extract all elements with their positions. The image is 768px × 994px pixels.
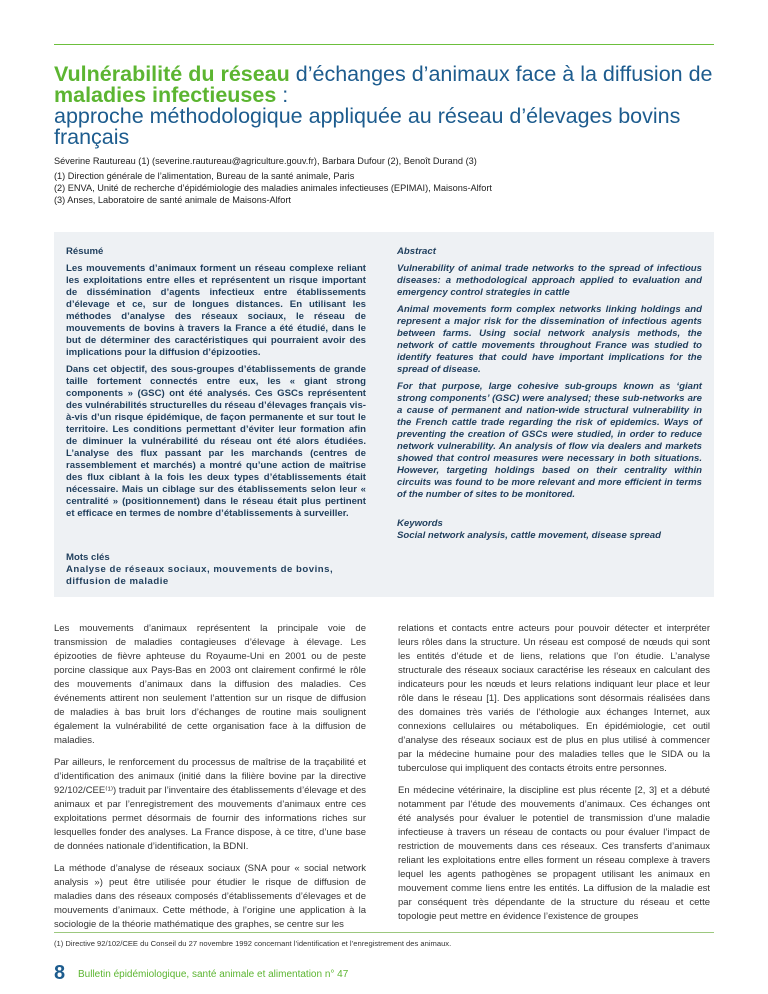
page-footer xyxy=(54,962,714,987)
journal-name: Bulletin épidémiologique, santé animale et alimentation n° 47 xyxy=(78,969,349,980)
footnote-rule xyxy=(54,932,714,933)
keywords-fr xyxy=(66,552,466,588)
abstract-heading: Abstract xyxy=(397,246,436,257)
keywords-en xyxy=(397,518,702,542)
abstract-box xyxy=(54,232,714,597)
page-number: 8 xyxy=(54,962,66,984)
title-part-4: : xyxy=(276,83,289,108)
body-paragraph: Par ailleurs, le renforcement du processus de maîtrise de la traçabilité et d’identification des animaux (initié dans la filière bovine par la directive 92/102/CEE⁽¹⁾) traduit par l’inventaire des établissements d’élevage et des animaux et par l’enregistrement des mouvements d’animaux entre ces exploitations permet désormais de fournir des informations riches sur lesquelles fonder des analyses. La France dispose, à ce titre, d’une base de données nationale d’identification, la BDNI. xyxy=(54,757,366,852)
article-title xyxy=(54,64,714,148)
top-rule xyxy=(54,44,714,45)
body-paragraph: Les mouvements d’animaux représentent la principale voie de transmission de maladies contagieuses d’élevage à élevage. Les épizooties de fièvre aphteuse du Royaume-Uni en 2001 ou de peste porcine classique aux Pays-Bas en 2003 ont clairement confirmé le rôle des mouvements d’animaux dans la diffusion des maladies. Ces événements attirent non seulement l’attention sur un risque de diffusion de maladies à bas bruit lors d’échanges de routine mais soulignent également la vulnérabilité de cette organisation face à la diffusion de maladies. xyxy=(54,623,366,746)
abstract-paragraph: Animal movements form complex networks linking holdings and represent a major risk for the dissemination of infectious agents between farms. Using social network analysis methods, the network of cattle movements throughout France was studied to identify features that could have important implications for the spread of disease. xyxy=(397,304,702,375)
authors-line: Séverine Rautureau (1) (severine.rautureau@agriculture.gouv.fr), Barbara Dufour (2), Benoît Durand (3) xyxy=(54,156,477,166)
affiliation: (1) Direction générale de l’alimentation, Bureau de la santé animale, Paris xyxy=(54,171,355,181)
affiliation: (3) Anses, Laboratoire de santé animale de Maisons-Alfort xyxy=(54,195,291,205)
resume-paragraph: Dans cet objectif, des sous-groupes d’établissements de grande taille fortement connectés entre eux, les « giant strong components » (GSC) ont été analysés. Ces GSCs représentent des vulnérabilités structurelles du réseau d’élevages français vis-à-vis d’un risque épidémique, de façon permanente et sur tout le territoire. Les conditions permettant d’éviter leur formation afin de diminuer la vulnérabilité du réseau ont été alors étudiées. L’analyse des flux passant par les marchands (centres de rassemblement et marchés) a montré qu’une action de maîtrise des flux ciblant à la fois les deux types d’établissements était nécessaire. Mais un ciblage sur des établissements selon leur « centralité » (positionnement) dans le réseau était plus pertinent et efficace en termes de nombre d’établissements à surveiller. xyxy=(66,364,366,519)
body-column-right xyxy=(398,622,710,932)
keywords-fr-list: Analyse de réseaux sociaux, mouvements de bovins, diffusion de maladie xyxy=(66,564,334,587)
title-part-1: Vulnérabilité du réseau xyxy=(54,62,290,87)
title-part-3: maladies infectieuses xyxy=(54,83,277,108)
resume-column xyxy=(66,246,366,525)
footnote: (1) Directive 92/102/CEE du Conseil du 27 novembre 1992 concernant l’identification et l’enregistrement des animaux. xyxy=(54,939,452,948)
resume-heading: Résumé xyxy=(66,246,104,257)
body-paragraph: relations et contacts entre acteurs pour pouvoir détecter et interpréter leurs rôles dans la structure. Un réseau est composé de nœuds qui sont les entités d’étude et de liens, relations que l’on étudie. L’analyse structurale des réseaux sociaux caractérise les réseaux en calculant des indicateurs pour les nœuds et leurs relations indiquant leur place et leur rôle dans le réseau [1]. Des applications sont désormais réalisées dans des domaines très variés de l’éthologie aux échanges Internet, aux connexions cellulaires ou métaboliques. En épidémiologie, cet outil d’analyse des réseaux sociaux est de plus en plus utilisé à commencer par la médecine humaine pour des maladies telles que le SIDA ou la tuberculose qui impliquent des contacts étroits entre personnes. xyxy=(398,623,710,774)
abstract-column xyxy=(397,246,702,506)
abstract-paragraph: For that purpose, large cohesive sub-groups known as ‘giant strong components’ (GSC) were analysed; these sub-networks are a cause of permanent and nation-wide structural vulnerability in the French cattle trade regarding the risk of epidemics. Ways of preventing the creation of GSCs were studied, in order to reduce network vulnerability. An analysis of flow via dealers and markets showed that control measures were necessary in both situations. However, targeting holdings based on their centrality within circuits was found to be more relevant and more efficient in terms of the number of sites to be monitored. xyxy=(397,381,702,500)
body-column-left xyxy=(54,622,366,940)
article-subtitle: approche méthodologique appliquée au réseau d’élevages bovins français xyxy=(54,104,681,150)
resume-paragraph: Les mouvements d’animaux forment un réseau complexe reliant les exploitations entre elles et représentent un risque important de dissémination d’agents infectieux entre établissements d’élevage et ce, sur de longues distances. En utilisant les méthodes d’analyse des réseaux sociaux, le réseau de mouvements de bovins à travers la France a été étudié, dans le but de déterminer des caractéristiques qui pourraient avoir des implications pour la diffusion d’épizooties. xyxy=(66,263,366,358)
keywords-fr-heading: Mots clés xyxy=(66,552,110,563)
authors-block xyxy=(54,155,714,206)
body-paragraph: En médecine vétérinaire, la discipline est plus récente [2, 3] et a débuté notamment par l’étude des mouvements d’animaux. Ces échanges ont été analysés pour évaluer le potentiel de transmission d’une maladie infectieuse à travers un réseau de contacts ou pour évaluer l’impact de restriction de mouvements dans ces réseaux. Ces transferts d’animaux reliant les exploitations entre elles forment un réseau complexe à travers lequel les agents pathogènes se propagent utilisant les animaux en mouvement comme liens entre les entités. La diffusion de la maladie est par conséquent très dépendante de la structure du réseau et cette topologie peut mettre en évidence l’existence de groupes xyxy=(398,785,710,922)
title-part-2: d’échanges d’animaux face à la diffusion de xyxy=(289,62,713,87)
keywords-en-heading: Keywords xyxy=(397,518,443,529)
affiliation: (2) ENVA, Unité de recherche d’épidémiologie des maladies animales infectieuses (EPIMAI), Maisons-Alfort xyxy=(54,183,492,193)
keywords-en-list: Social network analysis, cattle movement, disease spread xyxy=(397,530,661,541)
body-paragraph: La méthode d’analyse de réseaux sociaux (SNA pour « social network analysis ») peut être utilisée pour étudier le risque de diffusion de maladies dans des réseaux composés d’établissements d’élevages et de mouvements d’animaux. Cette méthode, à l’origine une application à la sociologie de la théorie mathématique des graphes, se centre sur les xyxy=(54,863,366,930)
abstract-title: Vulnerability of animal trade networks to the spread of infectious diseases: a methodological approach applied to evaluation and emergency control strategies in cattle xyxy=(397,263,702,298)
